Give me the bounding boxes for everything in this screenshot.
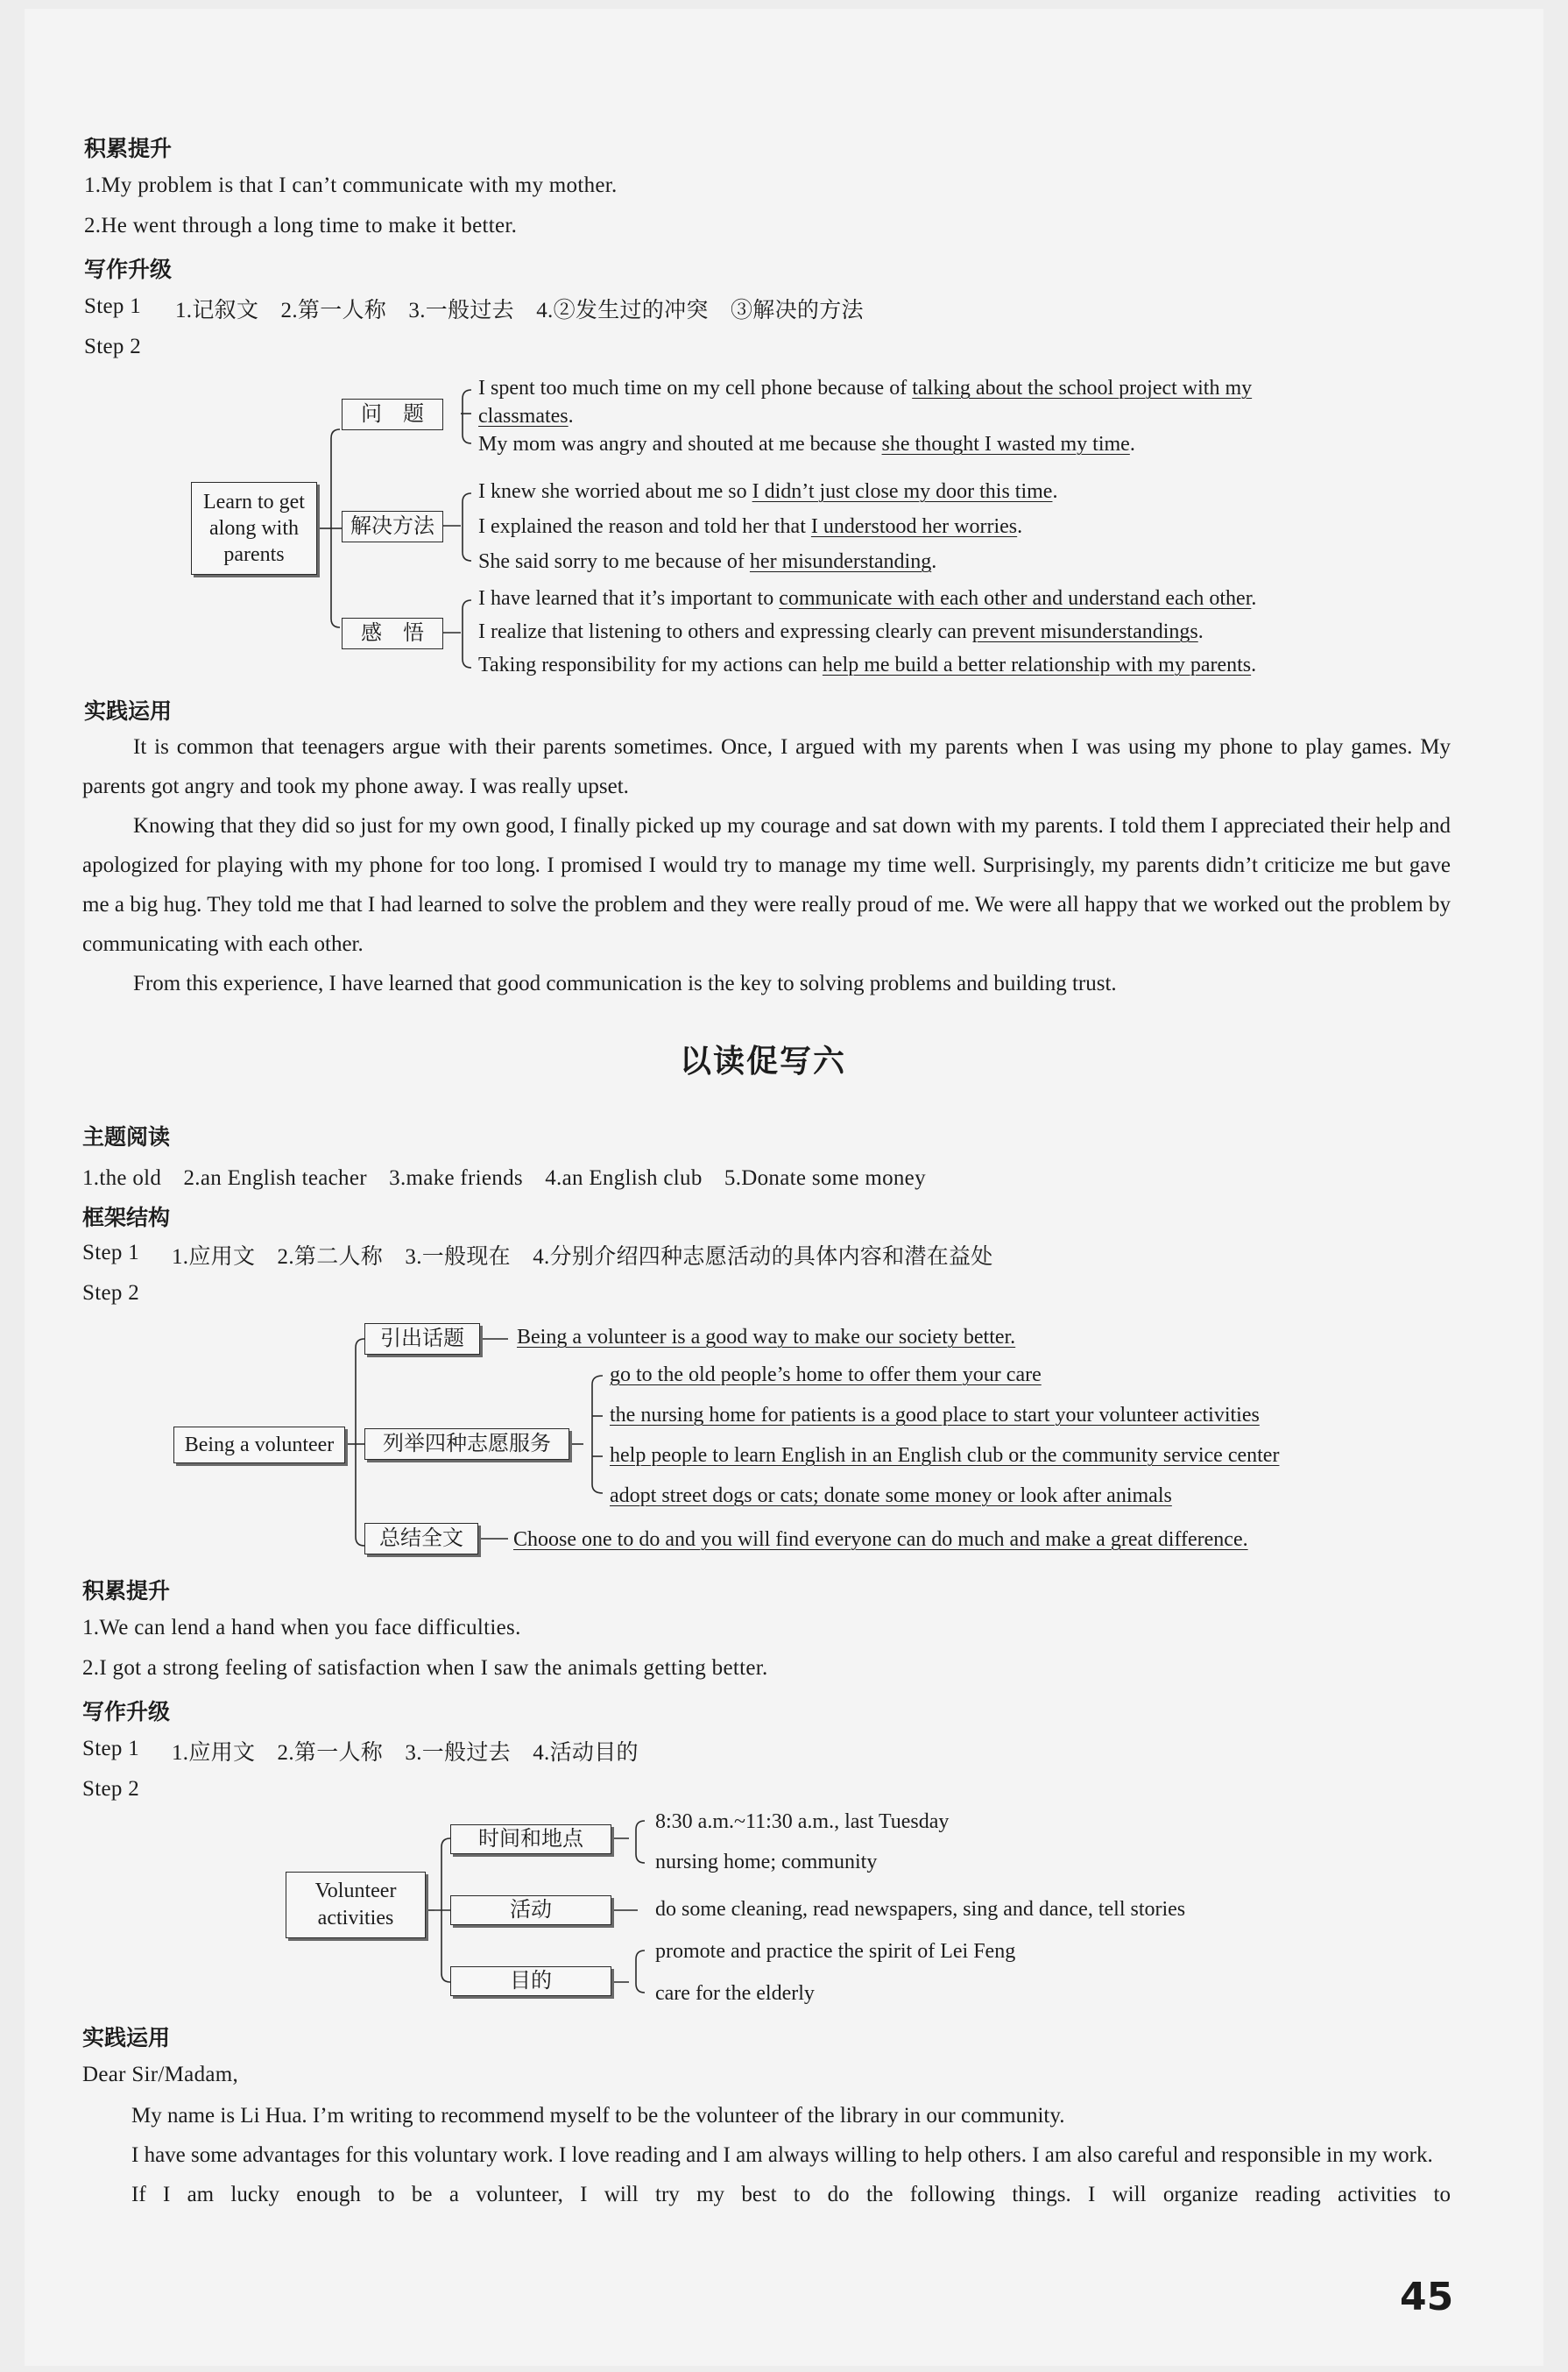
step1-label-3: Step 1 (82, 1737, 139, 1760)
step2-label: Step 2 (84, 335, 141, 358)
map3-item: nursing home; community (655, 1851, 878, 1873)
accumulate-line-2: 2.He went through a long time to make it better. (84, 214, 518, 237)
map2-service-item: help people to learn English in an English club or the community service center (610, 1444, 1280, 1467)
mindmap-3-branch-purpose: 目的 (450, 1966, 611, 1996)
mindmap-2-root: Being a volunteer (173, 1427, 345, 1463)
heading-framework: 框架结构 (82, 1205, 171, 1230)
mindmap-2-branch-list: 列举四种志愿服务 (364, 1428, 569, 1460)
map1-item: I realize that listening to others and expressing clearly can prevent misunderstandings. (478, 620, 1204, 643)
map1-item: I knew she worried about me so I didn’t just close my door this time. (478, 480, 1058, 503)
letter-paragraph: My name is Li Hua. I’m writing to recommend myself to be the volunteer of the library in our community. (131, 2104, 1065, 2128)
step2-label-2: Step 2 (82, 1281, 139, 1305)
step1-label: Step 1 (84, 294, 141, 318)
heading-theme-reading: 主题阅读 (82, 1124, 171, 1150)
accumulate2-line-1: 1.We can lend a hand when you face difficulties. (82, 1616, 521, 1639)
map3-item: care for the elderly (655, 1982, 815, 2005)
mindmap-1-branch-insight: 感 悟 (342, 618, 443, 649)
map1-item: My mom was angry and shouted at me because she thought I wasted my time. (478, 433, 1135, 456)
practice-paragraph: From this experience, I have learned that good communication is the key to solving problems and building trust. (133, 972, 1117, 995)
heading-accumulate: 积累提升 (84, 136, 173, 161)
map1-item: I explained the reason and told her that I understood her worries. (478, 515, 1023, 538)
heading-practice: 实践运用 (84, 698, 173, 724)
step2-label-3: Step 2 (82, 1777, 139, 1801)
letter-paragraph: I have some advantages for this voluntary work. I love reading and I am always willing to help others. I am also careful and responsible in my work. (131, 2143, 1433, 2167)
heading-writing-upgrade-2: 写作升级 (82, 1699, 171, 1724)
step1-text: 1.记叙文 2.第一人称 3.一般过去 4.②发生过的冲突 ③解决的方法 (175, 299, 864, 322)
accumulate2-line-2: 2.I got a strong feeling of satisfaction when I saw the animals getting better. (82, 1656, 768, 1680)
mindmap-2-branch-intro: 引出话题 (364, 1323, 480, 1355)
mindmap-3-branch-activity: 活动 (450, 1895, 611, 1925)
step1-label-2: Step 1 (82, 1241, 139, 1264)
mindmap-3-root: Volunteer activities (286, 1872, 426, 1938)
map2-service-item: adopt street dogs or cats; donate some money or look after animals (610, 1484, 1172, 1507)
map1-item: I have learned that it’s important to communicate with each other and understand each other. (478, 587, 1257, 610)
accumulate-line-1: 1.My problem is that I can’t communicate with my mother. (84, 173, 618, 197)
map1-item: She said sorry to me because of her misunderstanding. (478, 550, 937, 573)
heading-writing-upgrade: 写作升级 (84, 257, 173, 282)
mindmap-1-branch-solution: 解决方法 (342, 511, 443, 542)
mindmap-1-root: Learn to get along with parents (191, 482, 317, 575)
heading-accumulate-2: 积累提升 (82, 1578, 171, 1604)
step1-text-3: 1.应用文 2.第一人称 3.一般过去 4.活动目的 (172, 1741, 639, 1765)
map1-item: Taking responsibility for my actions can help me build a better relationship with my parents. (478, 654, 1257, 676)
section-title: 以读促写六 (680, 1044, 847, 1080)
letter-paragraph: If I am lucky enough to be a volunteer, I will try my best to do the following things. I will organize reading activities to (131, 2183, 1451, 2206)
map3-item: do some cleaning, read newspapers, sing and dance, tell stories (655, 1898, 1186, 1921)
letter-salutation: Dear Sir/Madam, (82, 2063, 239, 2086)
map1-item: classmates. (478, 405, 574, 428)
map2-service-item: the nursing home for patients is a good place to start your volunteer activities (610, 1404, 1260, 1427)
map1-item: I spent too much time on my cell phone because of talking about the school project with my (478, 377, 1253, 400)
practice-paragraph: Knowing that they did so just for my own good, I finally picked up my courage and sat down with my parents. I told them I appreciated their help and apologized for playing with my phone for too long. I promised I would try to manage my time well. Surprisingly, my parents didn’t criticize me but gave me a big hug. They told me that I had learned to solve the problem and they were really proud of me. We were all happy that we worked out the problem by communicating with each other. (82, 814, 1451, 956)
mindmap-1-branch-problem: 问 题 (342, 399, 443, 430)
map2-service-item: go to the old people’s home to offer them your care (610, 1363, 1042, 1386)
map2-intro-text: Being a volunteer is a good way to make our society better. (517, 1326, 1016, 1349)
mindmap-3-branch-time-place: 时间和地点 (450, 1824, 611, 1854)
mindmap-2-branch-summary: 总结全文 (364, 1523, 478, 1554)
step1-text-2: 1.应用文 2.第二人称 3.一般现在 4.分别介绍四种志愿活动的具体内容和潜在益处 (172, 1245, 993, 1269)
letter-body (81, 2096, 1451, 2214)
reading-answers: 1.the old 2.an English teacher 3.make friends 4.an English club 5.Donate some money (82, 1166, 926, 1190)
map3-item: promote and practice the spirit of Lei Feng (655, 1940, 1016, 1963)
practice-paragraph: It is common that teenagers argue with their parents sometimes. Once, I argued with my parents when I was using my phone to play games. My parents got angry and took my phone away. I was really upset. (82, 735, 1451, 798)
page-number: 45 (1400, 2275, 1454, 2319)
heading-practice-2: 实践运用 (82, 2025, 171, 2050)
map2-summary-text: Choose one to do and you will find everyone can do much and make a great difference. (513, 1528, 1248, 1551)
map3-item: 8:30 a.m.~11:30 a.m., last Tuesday (655, 1810, 950, 1833)
